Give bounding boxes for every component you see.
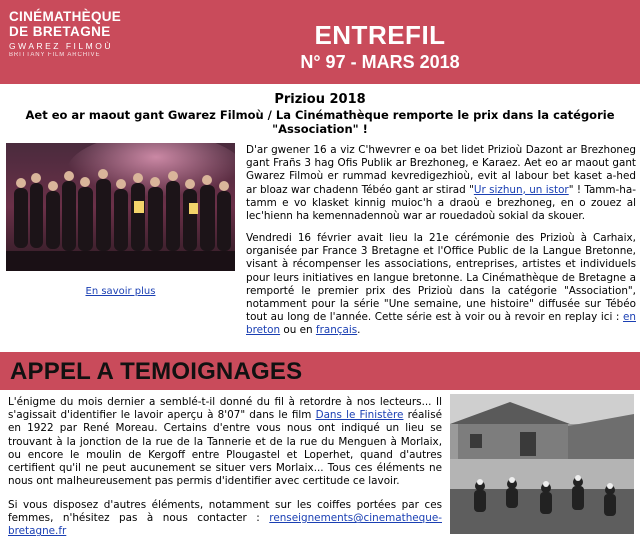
en-francais-link[interactable]: français bbox=[315, 324, 358, 337]
section-band bbox=[0, 352, 640, 390]
newsletter-header bbox=[0, 0, 640, 84]
article-title: Priziou 2018 bbox=[274, 92, 366, 107]
en-breton-link[interactable]: en breton bbox=[246, 311, 636, 337]
logo-line-3: GWAREZ FILMOÙ bbox=[9, 41, 113, 51]
cinematheque-logo[interactable] bbox=[9, 9, 122, 59]
logo-line-4: BRITTANY FILM ARCHIVE bbox=[9, 52, 101, 58]
section-title: APPEL A TEMOIGNAGES bbox=[10, 358, 303, 385]
text-segment: D'ar gwener 16 a viz C'hwevrer e oa bet lidet Prizioù Dazont ar Brezhoneg gant Frañs 3 hag Ofis Publik ar Brezhoneg, e Karaez. Aet eo ar maout gant Gwarez Filmoù er rummad kevredigezhioù, evit al labour bet kaset a-hed ar bloaz war chadenn Tébéo gant ar stirad " bbox=[246, 144, 636, 196]
french-paragraph bbox=[246, 232, 636, 338]
article-subtitle: Aet eo ar maout gant Gwarez Filmoù / La Cinémathèque remporte le prix dans la catégorie "Association" ! bbox=[25, 108, 615, 136]
logo-line-2: DE BRETAGNE bbox=[9, 24, 111, 39]
contact-email-link[interactable]: renseignements@cinematheque-bretagne.fr bbox=[8, 512, 442, 538]
text-segment: Vendredi 16 février avait lieu la 21e cérémonie des Prizioù à Carhaix, organisée par France 3 Bretagne et l'Office Public de la Langue Bretonne, visant à récompenser les associations, entreprises, artistes et individuels pour leurs initiatives en langue bretonne. La Cinémathèque de Bretagne a remporté le premier prix des Prizioù dans la catégorie "Association", notamment pour la série "Une semaine, une histoire" diffusée sur Tébéo tout au long de l'année. Cette série est à voir ou à revoir en replay ici : bbox=[246, 232, 636, 324]
text-segment: réalisé en 1922 par René Moreau. Certains d'entre vous nous ont indiqué un lieu se trouvant à la jonction de la rue de la Tannerie et de la rue du Menguen à Morlaix, ou encore le moulin de Kergoff entre Plougastel et Loperhet, quand d'autres certifient qu'il ne peut aucunement se situer vers Morlaix... Tous ces éléments ne nous ont malheureusement pas permis d'identifier avec certitude ce lavoir. bbox=[8, 409, 443, 488]
newsletter-title: ENTREFIL bbox=[314, 20, 446, 50]
logo-line-1: CINÉMATHÈQUE bbox=[9, 9, 122, 24]
text-segment: " ! Tamm-ha-tamm e vo klasket kinnig muioc'h a draoù e brezhoneg, en o zouez al lec'hienn ha kemennadennoù war ar rouedadoù sokial da skouer. bbox=[246, 183, 637, 223]
text-segment: Si vous disposez d'autres éléments, notamment sur les coiffes portées par ces femmes, n'hésitez pas à nous contacter : bbox=[8, 499, 442, 525]
text-segment: ou en bbox=[280, 324, 316, 337]
breton-paragraph bbox=[246, 144, 636, 223]
en-savoir-plus-link[interactable]: En savoir plus bbox=[85, 286, 156, 297]
dans-le-finistere-link[interactable]: Dans le Finistère bbox=[315, 409, 404, 422]
award-ceremony-photo[interactable] bbox=[6, 143, 235, 271]
ur-sizhun-link[interactable]: Ur sizhun, un istor bbox=[473, 183, 569, 196]
lavoir-archive-photo[interactable] bbox=[450, 394, 634, 534]
issue-number: N° 97 - MARS 2018 bbox=[300, 52, 460, 72]
text-segment: L'énigme du mois dernier a semblé-t-il donné du fil à retordre à nos lecteurs... Il s'agissait d'identifier le lavoir aperçu à 8'07" dans le film bbox=[8, 396, 442, 422]
contact-paragraph bbox=[8, 499, 442, 539]
text-segment: . bbox=[357, 324, 361, 337]
enigma-paragraph bbox=[8, 396, 442, 488]
